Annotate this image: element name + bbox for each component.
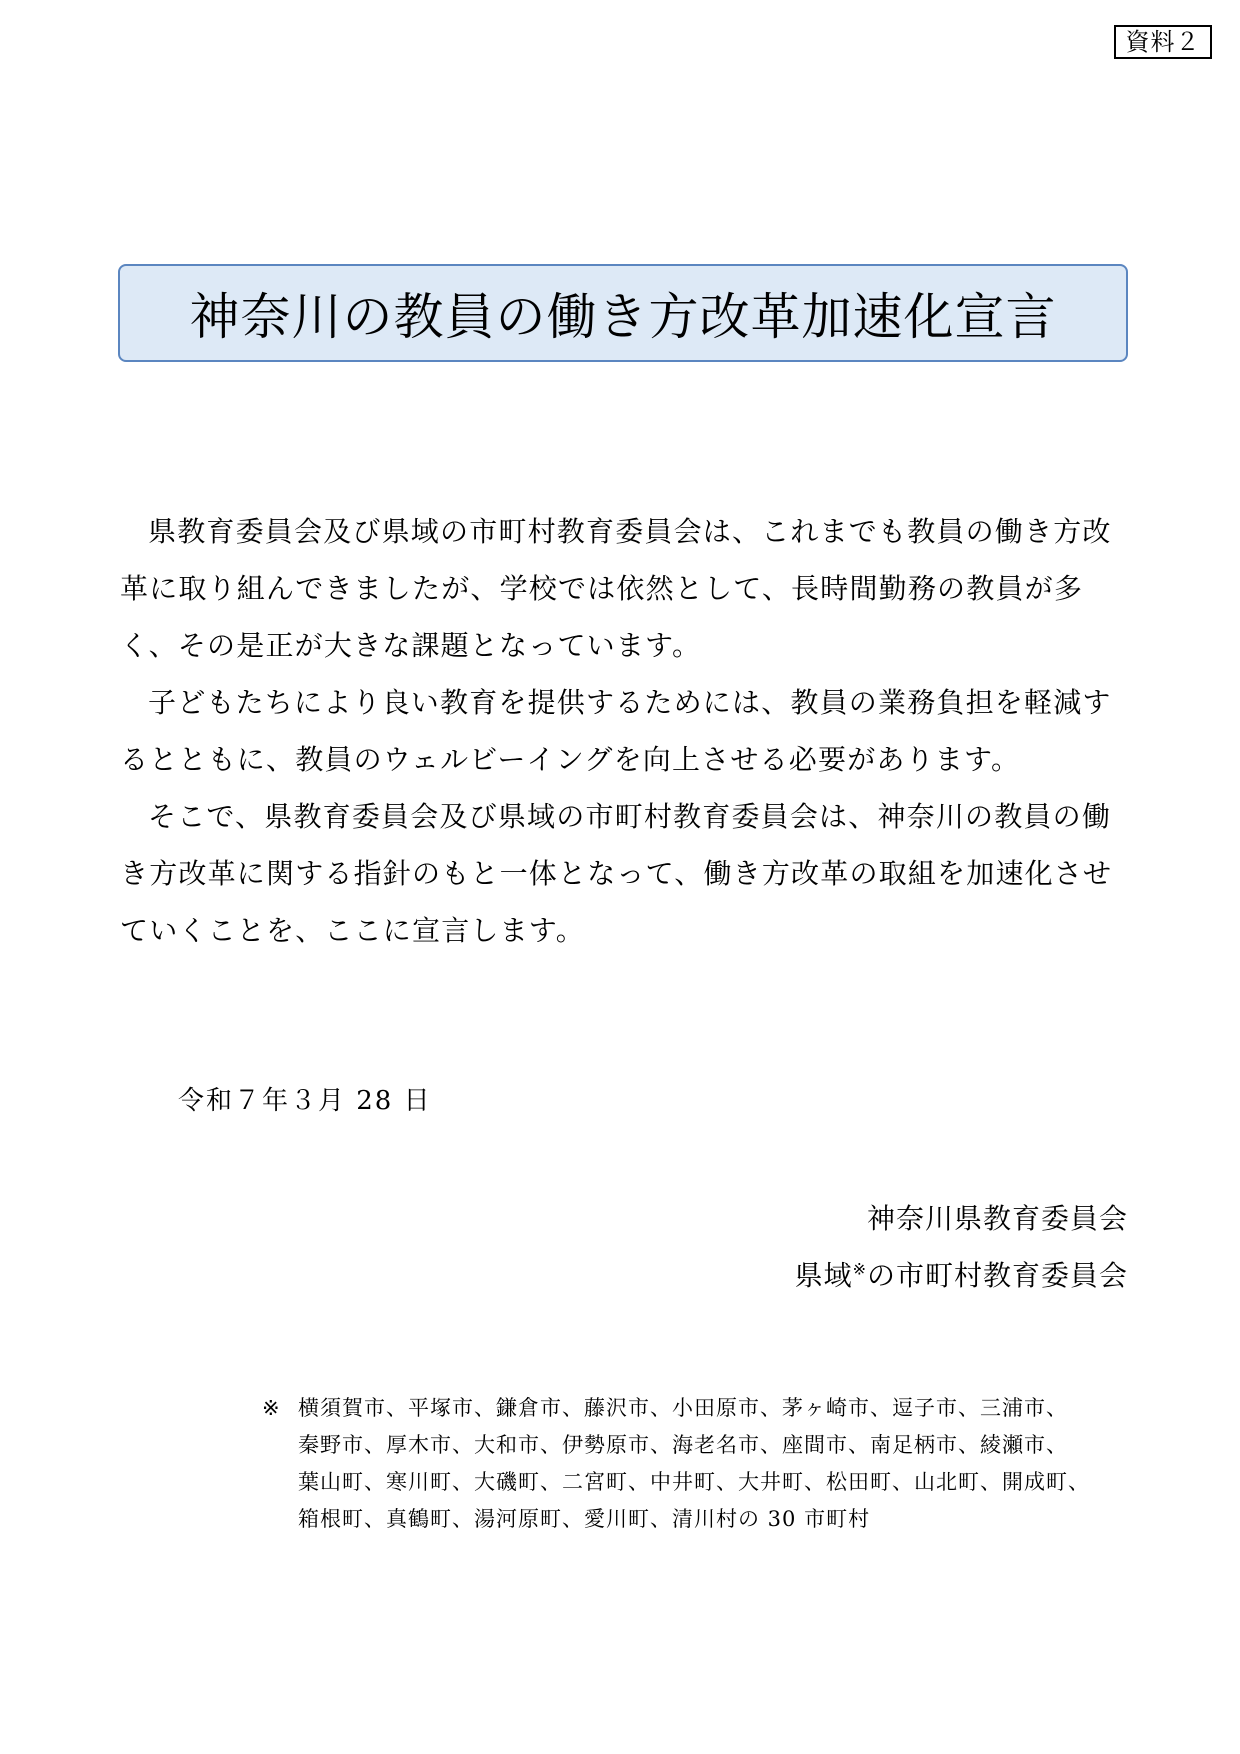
paragraph-3: そこで、県教育委員会及び県域の市町村教育委員会は、神奈川の教員の働き方改革に関する指針のもと一体となって、働き方改革の取組を加速化させていくことを、ここに宣言します。 (120, 800, 1113, 947)
paragraph-1: 県教育委員会及び県域の市町村教育委員会は、これまでも教員の働き方改革に取り組んできましたが、学校では依然として、長時間勤務の教員が多く、その是正が大きな課題となっています。 (120, 515, 1112, 662)
footnote-line: 秦野市、厚木市、大和市、伊勢原市、海老名市、座間市、南足柄市、綾瀬市、 (298, 1433, 1068, 1457)
footnote-mark: ※ (262, 1396, 280, 1420)
footnote (262, 1390, 1142, 1538)
footnote-line: 横須賀市、平塚市、鎌倉市、藤沢市、小田原市、茅ヶ崎市、逗子市、三浦市、 (298, 1396, 1068, 1420)
footnote-line: 箱根町、真鶴町、湯河原町、愛川町、清川村の 30 市町村 (298, 1507, 871, 1531)
signatory-prefix: 県域 (794, 1259, 853, 1292)
paragraph-2: 子どもたちにより良い教育を提供するためには、教員の業務負担を軽減するとともに、教員のウェルビーイングを向上させる必要があります。 (120, 686, 1112, 776)
title-box (118, 264, 1128, 362)
page-title: 神奈川の教員の働き方改革加速化宣言 (189, 288, 1057, 346)
signatory-suffix: の市町村教育委員会 (866, 1259, 1128, 1292)
signatories (795, 1190, 1128, 1304)
signatory-municipal-boards (795, 1247, 1128, 1304)
signatory-prefectural-board: 神奈川県教育委員会 (866, 1202, 1128, 1235)
footnote-line: 葉山町、寒川町、大磯町、二宮町、中井町、大井町、松田町、山北町、開成町、 (298, 1470, 1090, 1494)
declaration-date: 令和７年３月 28 日 (178, 1086, 432, 1116)
declaration-body (120, 503, 1120, 959)
document-label: 資料２ (1114, 25, 1212, 59)
footnote-reference-mark: ※ (852, 1259, 867, 1279)
footnote-municipality-list (298, 1390, 1090, 1538)
